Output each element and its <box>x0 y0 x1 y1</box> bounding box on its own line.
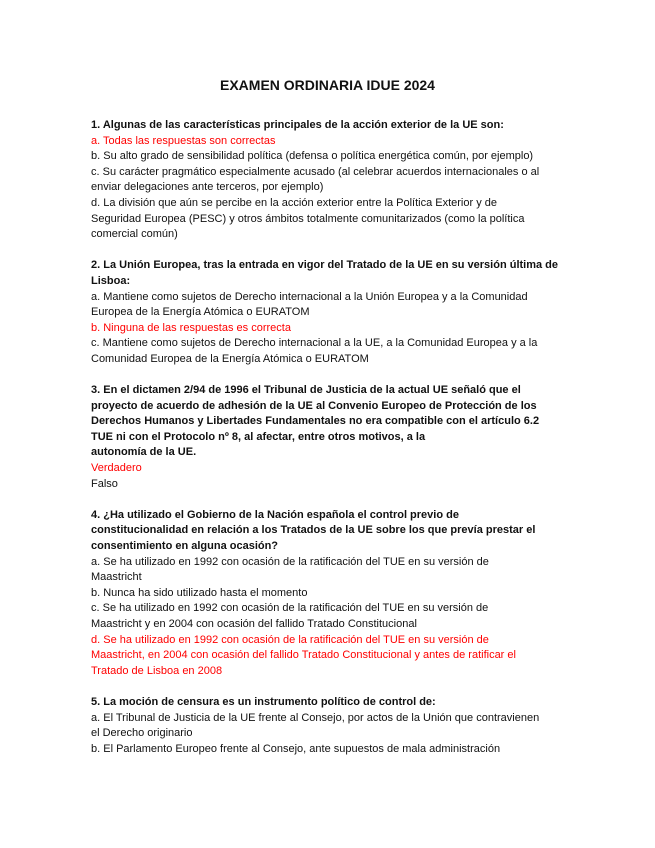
spacer <box>91 243 571 259</box>
correct-answer-option: Verdadero <box>91 462 142 475</box>
question-3 <box>91 383 571 492</box>
answer-option: d. La división que aún se percibe en la acción exterior entre la Política Exterior y de <box>91 196 498 209</box>
question-5 <box>91 695 571 757</box>
correct-answer-option: b. Ninguna de las respuestas es correcta <box>91 321 291 334</box>
answer-option: Falso <box>91 477 118 490</box>
question-1 <box>91 118 571 243</box>
answer-option: a. Se ha utilizado en 1992 con ocasión de la ratificación del TUE en su versión de <box>91 555 489 568</box>
answer-option: c. Mantiene como sujetos de Derecho internacional a la UE, a la Comunidad Europea y a la <box>91 337 538 350</box>
question-text: constitucionalidad en relación a los Tratados de la UE sobre los que prevía prestar el <box>91 524 536 537</box>
question-text: proyecto de acuerdo de adhesión de la UE al Convenio Europeo de Protección de los <box>91 399 537 412</box>
question-text: Lisboa: <box>91 274 131 287</box>
answer-option: Seguridad Europea (PESC) y otros ámbitos totalmente comunitarizados (como la política <box>91 212 525 225</box>
question-text: TUE ni con el Protocolo nº 8, al afectar, entre otros motivos, a la <box>91 430 426 443</box>
answer-option: Maastricht y en 2004 con ocasión del fallido Tratado Constitucional <box>91 618 417 630</box>
question-2 <box>91 258 571 367</box>
spacer <box>91 492 571 508</box>
answer-option: a. El Tribunal de Justicia de la UE frente al Consejo, por actos de la Unión que contravienen <box>91 711 540 724</box>
page-title: EXAMEN ORDINARIA IDUE 2024 <box>220 77 435 93</box>
answer-option: el Derecho originario <box>91 727 193 740</box>
spacer <box>91 368 571 384</box>
question-text: Derechos Humanos y Libertades Fundamentales no era compatible con el artículo 6.2 <box>91 415 540 428</box>
question-text: 4. ¿Ha utilizado el Gobierno de la Nación española el control previo de <box>91 508 459 521</box>
exam-body <box>91 118 571 757</box>
answer-option: comercial común) <box>91 228 178 241</box>
answer-option: b. Su alto grado de sensibilidad política (defensa o política energética común, por ejemplo) <box>91 150 534 163</box>
answer-option: Maastricht <box>91 571 142 584</box>
question-text: 2. La Unión Europea, tras la entrada en vigor del Tratado de la UE en su versión última de <box>91 259 559 272</box>
question-4 <box>91 508 571 680</box>
answer-option: c. Su carácter pragmático especialmente acusado (al celebrar acuerdos internacionales o al <box>91 165 540 178</box>
answer-option: Comunidad Europea de la Energía Atómica o EURATOM <box>91 352 369 365</box>
question-text: 5. La moción de censura es un instrumento político de control de: <box>91 695 436 708</box>
correct-answer-option: d. Se ha utilizado en 1992 con ocasión de la ratificación del TUE en su versión de <box>91 633 489 646</box>
correct-answer-option: a. Todas las respuestas son correctas <box>91 134 276 147</box>
answer-option: b. Nunca ha sido utilizado hasta el momento <box>91 586 308 599</box>
spacer <box>91 679 571 695</box>
answer-option: enviar delegaciones ante terceros, por ejemplo) <box>91 181 324 194</box>
correct-answer-option: Tratado de Lisboa en 2008 <box>91 664 223 677</box>
answer-option: b. El Parlamento Europeo frente al Consejo, ante supuestos de mala administración <box>91 742 501 755</box>
question-text: consentimiento en alguna ocasión? <box>91 540 279 553</box>
answer-option: Europea de la Energía Atómica o EURATOM <box>91 306 310 319</box>
answer-option: a. Mantiene como sujetos de Derecho internacional a la Unión Europea y a la Comunidad <box>91 290 528 303</box>
question-text: autonomía de la UE. <box>91 446 197 459</box>
correct-answer-option: Maastricht, en 2004 con ocasión del fallido Tratado Constitucional y antes de ratificar el <box>91 649 516 662</box>
question-text: 1. Algunas de las características principales de la acción exterior de la UE son: <box>91 119 504 131</box>
answer-option: c. Se ha utilizado en 1992 con ocasión de la ratificación del TUE en su versión de <box>91 602 489 615</box>
question-text: 3. En el dictamen 2/94 de 1996 el Tribunal de Justicia de la actual UE señaló que el <box>91 384 521 397</box>
